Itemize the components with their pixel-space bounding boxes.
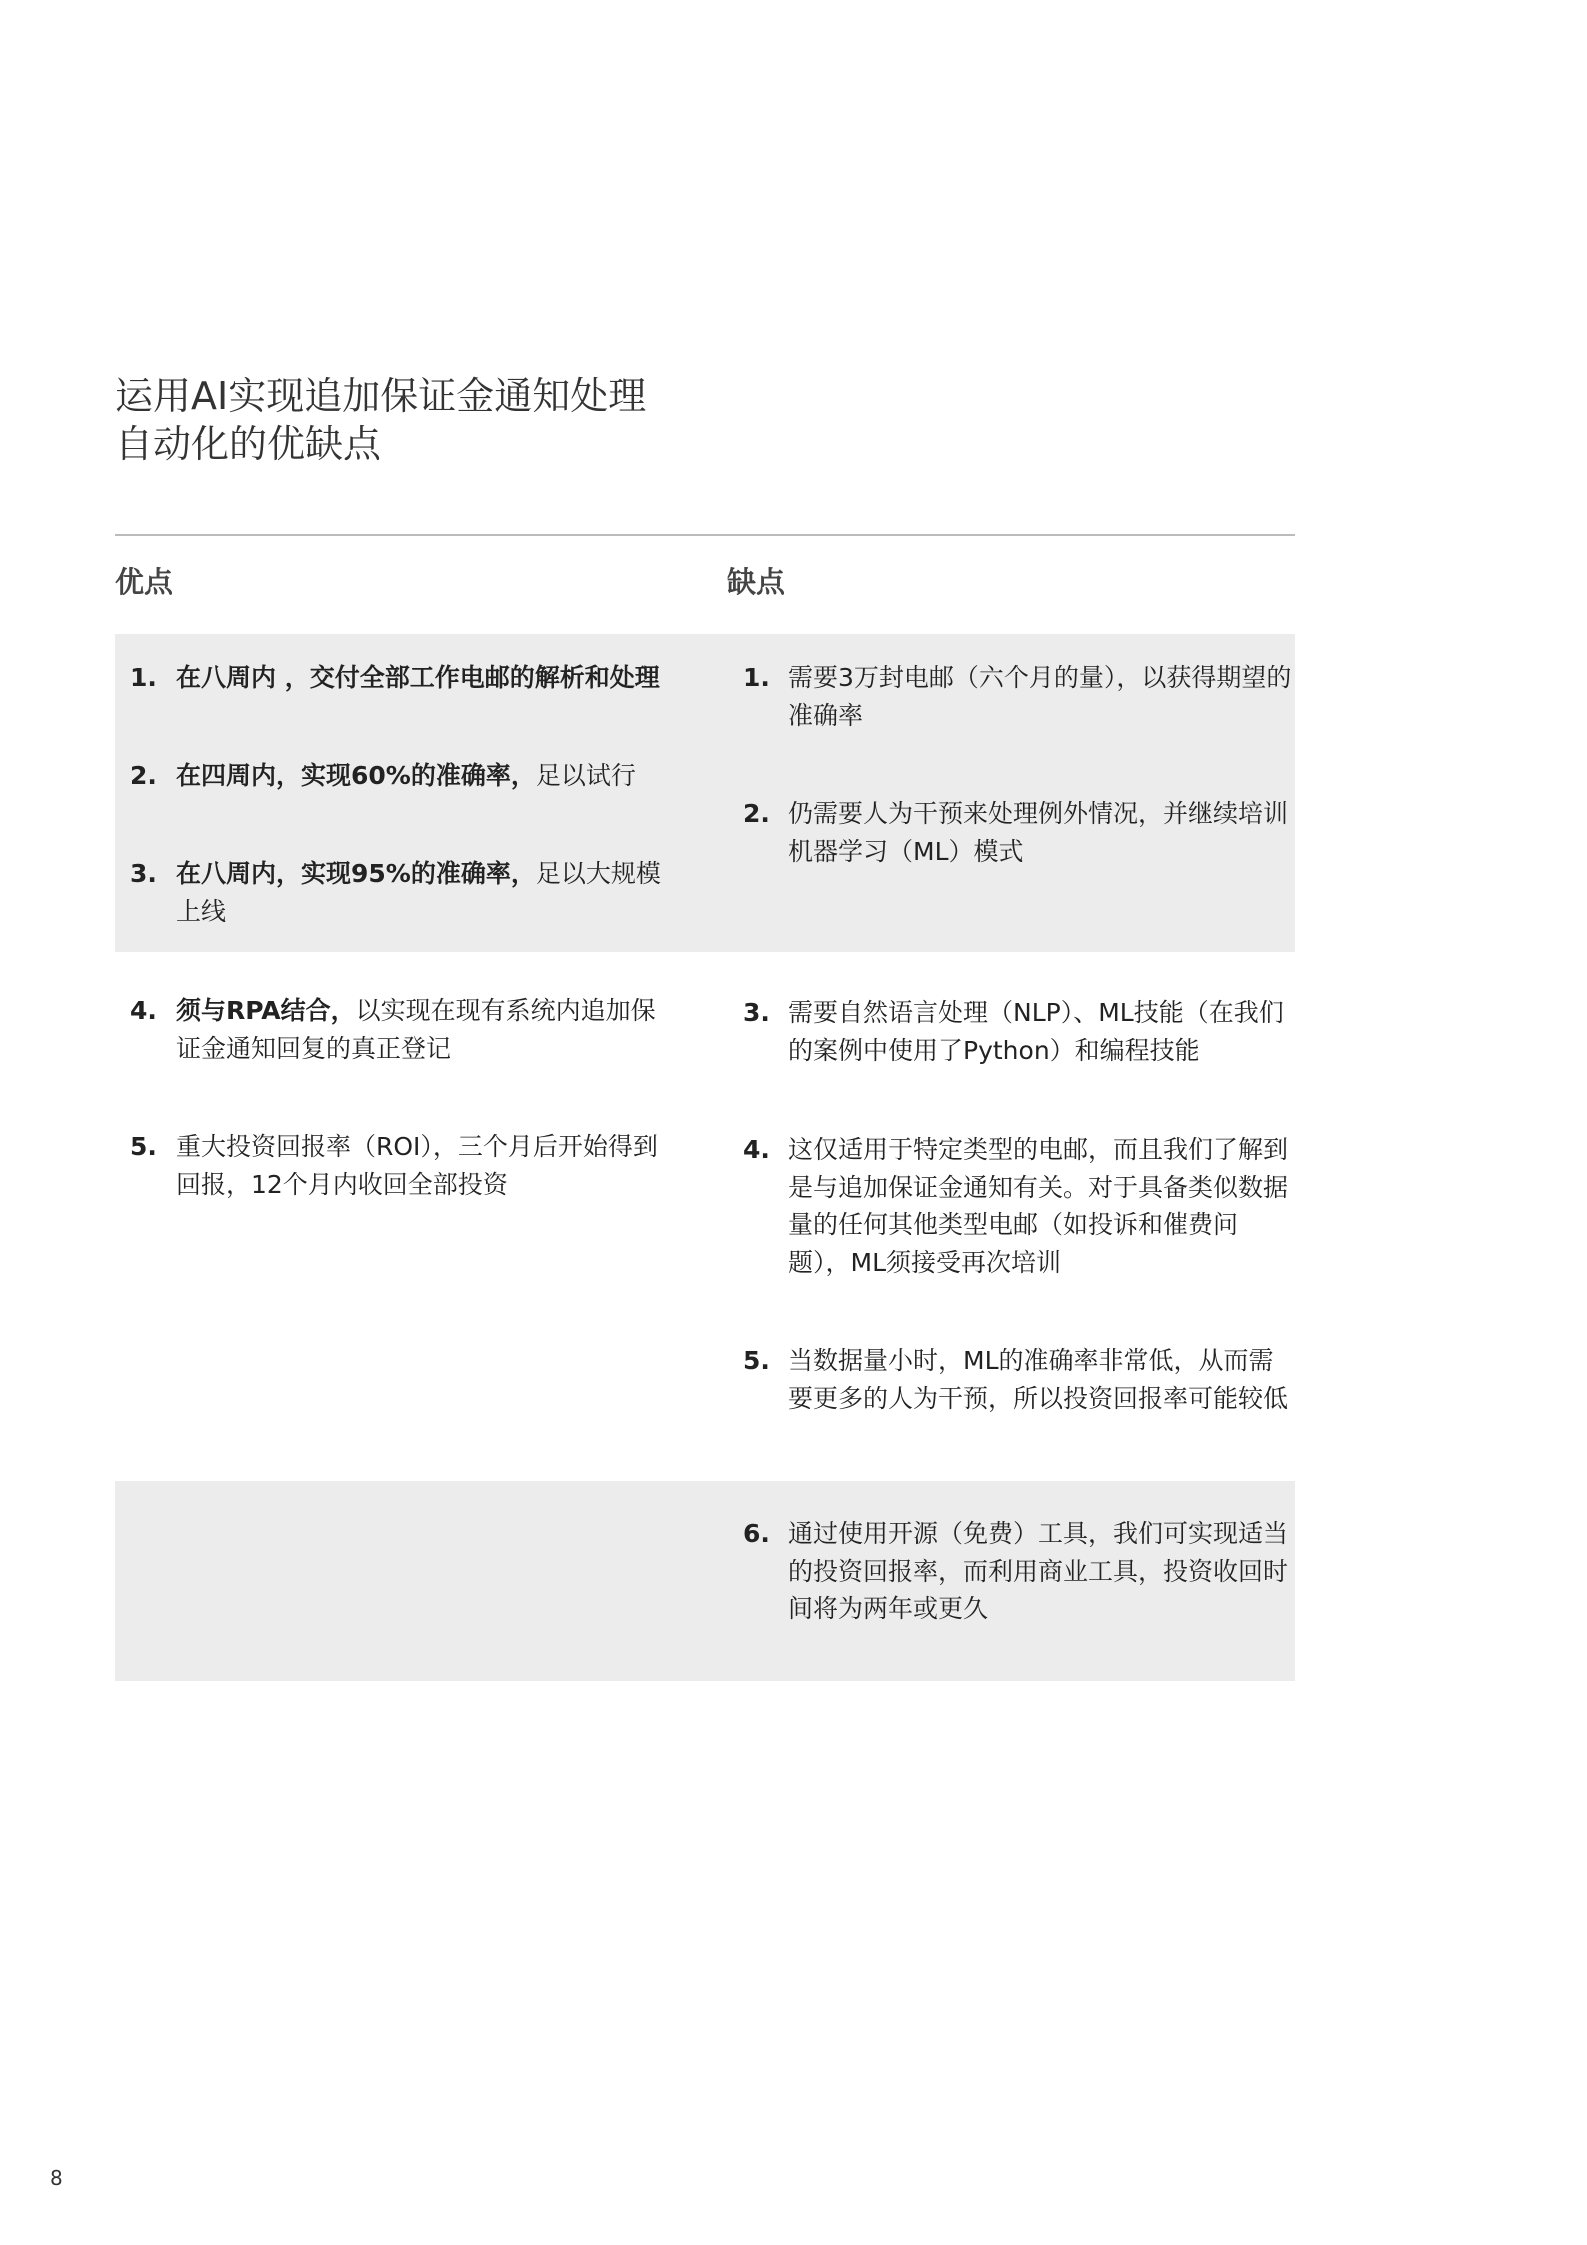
- divider: [115, 534, 1295, 536]
- item-text: 通过使用开源（免费）工具，我们可实现适当的投资回报率，而利用商业工具，投资收回时间将为两年或更久: [788, 1519, 1289, 1623]
- item-number: 4.: [130, 996, 157, 1025]
- bold-text: 在四周内，实现60%的准确率，: [176, 761, 536, 790]
- bold-text: 须与RPA结合，: [176, 996, 356, 1025]
- item-number: 6.: [743, 1519, 770, 1548]
- title-line: 自动化的优缺点: [115, 422, 382, 466]
- con-item: [743, 1515, 1295, 1628]
- cons-header: 缺点: [727, 565, 786, 599]
- item-text: 这仅适用于特定类型的电邮，而且我们了解到是与追加保证金通知有关。对于具备类似数据量的任何其他类型电邮（如投诉和催费问题），ML须接受再次培训: [788, 1135, 1289, 1277]
- pro-item: [130, 659, 690, 697]
- con-item: [743, 1342, 1293, 1417]
- bold-text: 在八周内，实现95%的准确率，: [176, 859, 536, 888]
- item-text: 足以试行: [535, 761, 636, 790]
- item-number: 2.: [743, 799, 770, 828]
- title-line: 运用AI实现追加保证金通知处理: [115, 374, 647, 418]
- item-number: 5.: [130, 1132, 157, 1161]
- con-item: [743, 659, 1293, 734]
- item-text: 以实现在现有系统内追加保证金通知回复的真正登记: [176, 996, 656, 1063]
- con-item: [743, 994, 1293, 1069]
- item-number: 3.: [130, 859, 157, 888]
- page-title: [115, 372, 646, 468]
- item-text: 当数据量小时，ML的准确率非常低，从而需要更多的人为干预，所以投资回报率可能较低: [788, 1346, 1289, 1413]
- item-number: 1.: [743, 663, 770, 692]
- pros-header: 优点: [115, 565, 174, 599]
- item-text: 重大投资回报率（ROI），三个月后开始得到回报，12个月内收回全部投资: [176, 1132, 658, 1199]
- item-number: 3.: [743, 998, 770, 1027]
- item-text: 需要3万封电邮（六个月的量），以获得期望的准确率: [788, 663, 1292, 730]
- pro-item: [130, 1128, 670, 1203]
- con-item: [743, 1131, 1293, 1281]
- pro-item: [130, 757, 690, 795]
- item-text: 足以大规模上线: [176, 859, 661, 926]
- page-number: 8: [50, 2166, 63, 2190]
- pro-item: [130, 855, 670, 930]
- item-number: 1.: [130, 663, 157, 692]
- pro-item: [130, 992, 670, 1067]
- bold-text: 在八周内 ，交付全部工作电邮的解析和处理: [176, 663, 660, 692]
- item-text: 需要自然语言处理（NLP）、ML技能（在我们的案例中使用了Python）和编程技能: [788, 998, 1284, 1065]
- item-number: 2.: [130, 761, 157, 790]
- item-text: 仍需要人为干预来处理例外情况，并继续培训机器学习（ML）模式: [788, 799, 1289, 866]
- item-number: 5.: [743, 1346, 770, 1375]
- con-item: [743, 795, 1293, 870]
- item-number: 4.: [743, 1135, 770, 1164]
